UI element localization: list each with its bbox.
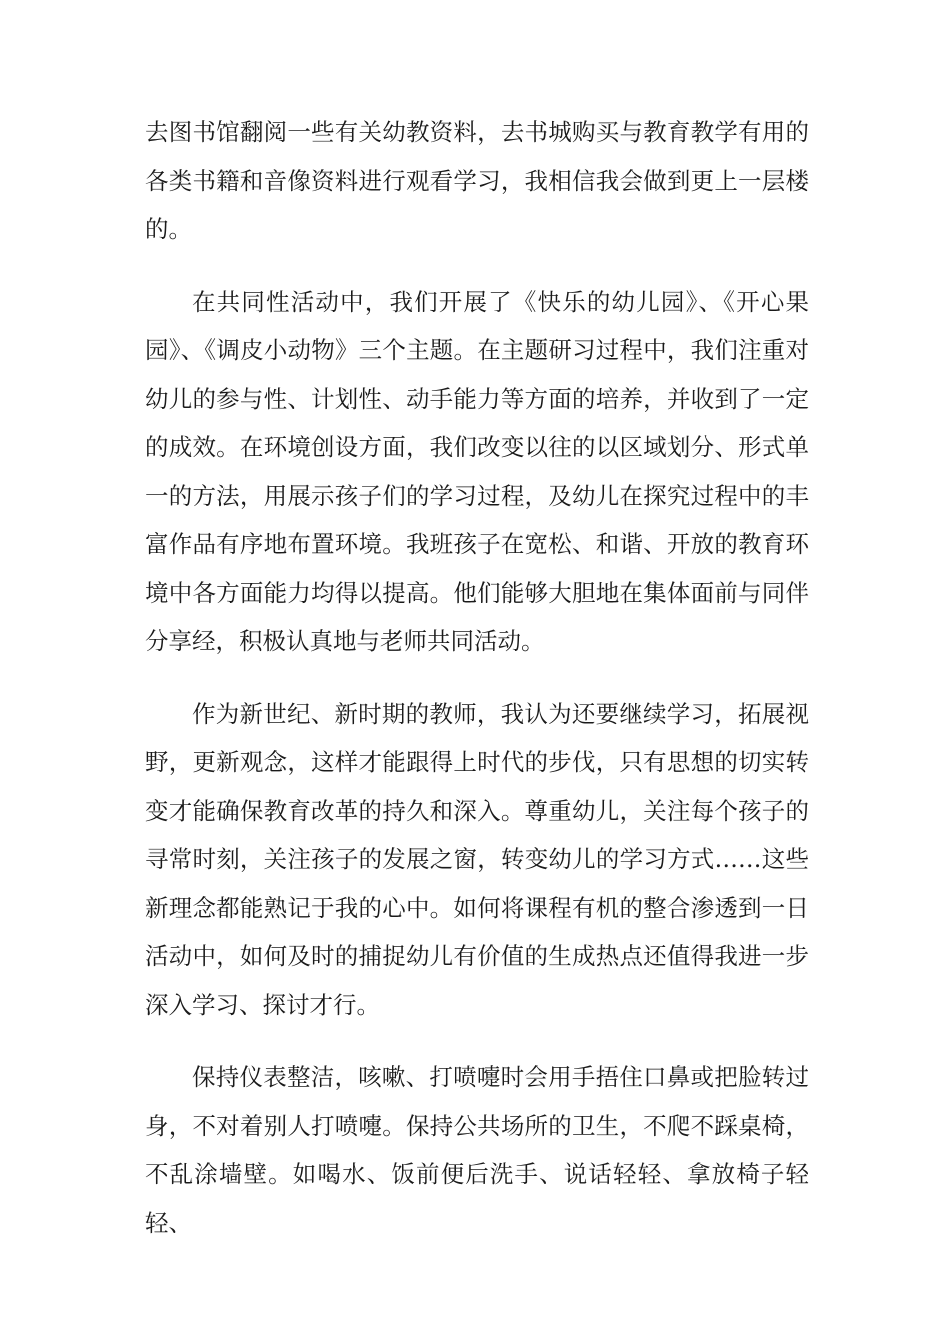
- document-body: [145, 108, 809, 1271]
- paragraph-3: 作为新世纪、新时期的教师，我认为还要继续学习，拓展视野，更新观念，这样才能跟得上时代的步伐，只有思想的切实转变才能确保教育改革的持久和深入。尊重幼儿，关注每个孩子的寻常时刻，关注孩子的发展之窗，转变幼儿的学习方式……这些新理念都能熟记于我的心中。如何将课程有机的整合渗透到一日活动中，如何及时的捕捉幼儿有价值的生成热点还值得我进一步深入学习、探讨才行。: [145, 699, 809, 1019]
- paragraph-1: 去图书馆翻阅一些有关幼教资料，去书城购买与教育教学有用的各类书籍和音像资料进行观看学习，我相信我会做到更上一层楼的。: [145, 118, 809, 243]
- paragraph-4: 保持仪表整洁，咳嗽、打喷嚏时会用手捂住口鼻或把脸转过身，不对着别人打喷嚏。保持公共场所的卫生，不爬不踩桌椅，不乱涂墙壁。如喝水、饭前便后洗手、说话轻轻、拿放椅子轻轻、: [145, 1063, 809, 1237]
- paragraph-2: 在共同性活动中，我们开展了《快乐的幼儿园》、《开心果园》、《调皮小动物》三个主题。在主题研习过程中，我们注重对幼儿的参与性、计划性、动手能力等方面的培养，并收到了一定的成效。在环境创设方面，我们改变以往的以区域划分、形式单一的方法，用展示孩子们的学习过程，及幼儿在探究过程中的丰富作品有序地布置环境。我班孩子在宽松、和谐、开放的教育环境中各方面能力均得以提高。他们能够大胆地在集体面前与同伴分享经，积极认真地与老师共同活动。: [145, 287, 809, 655]
